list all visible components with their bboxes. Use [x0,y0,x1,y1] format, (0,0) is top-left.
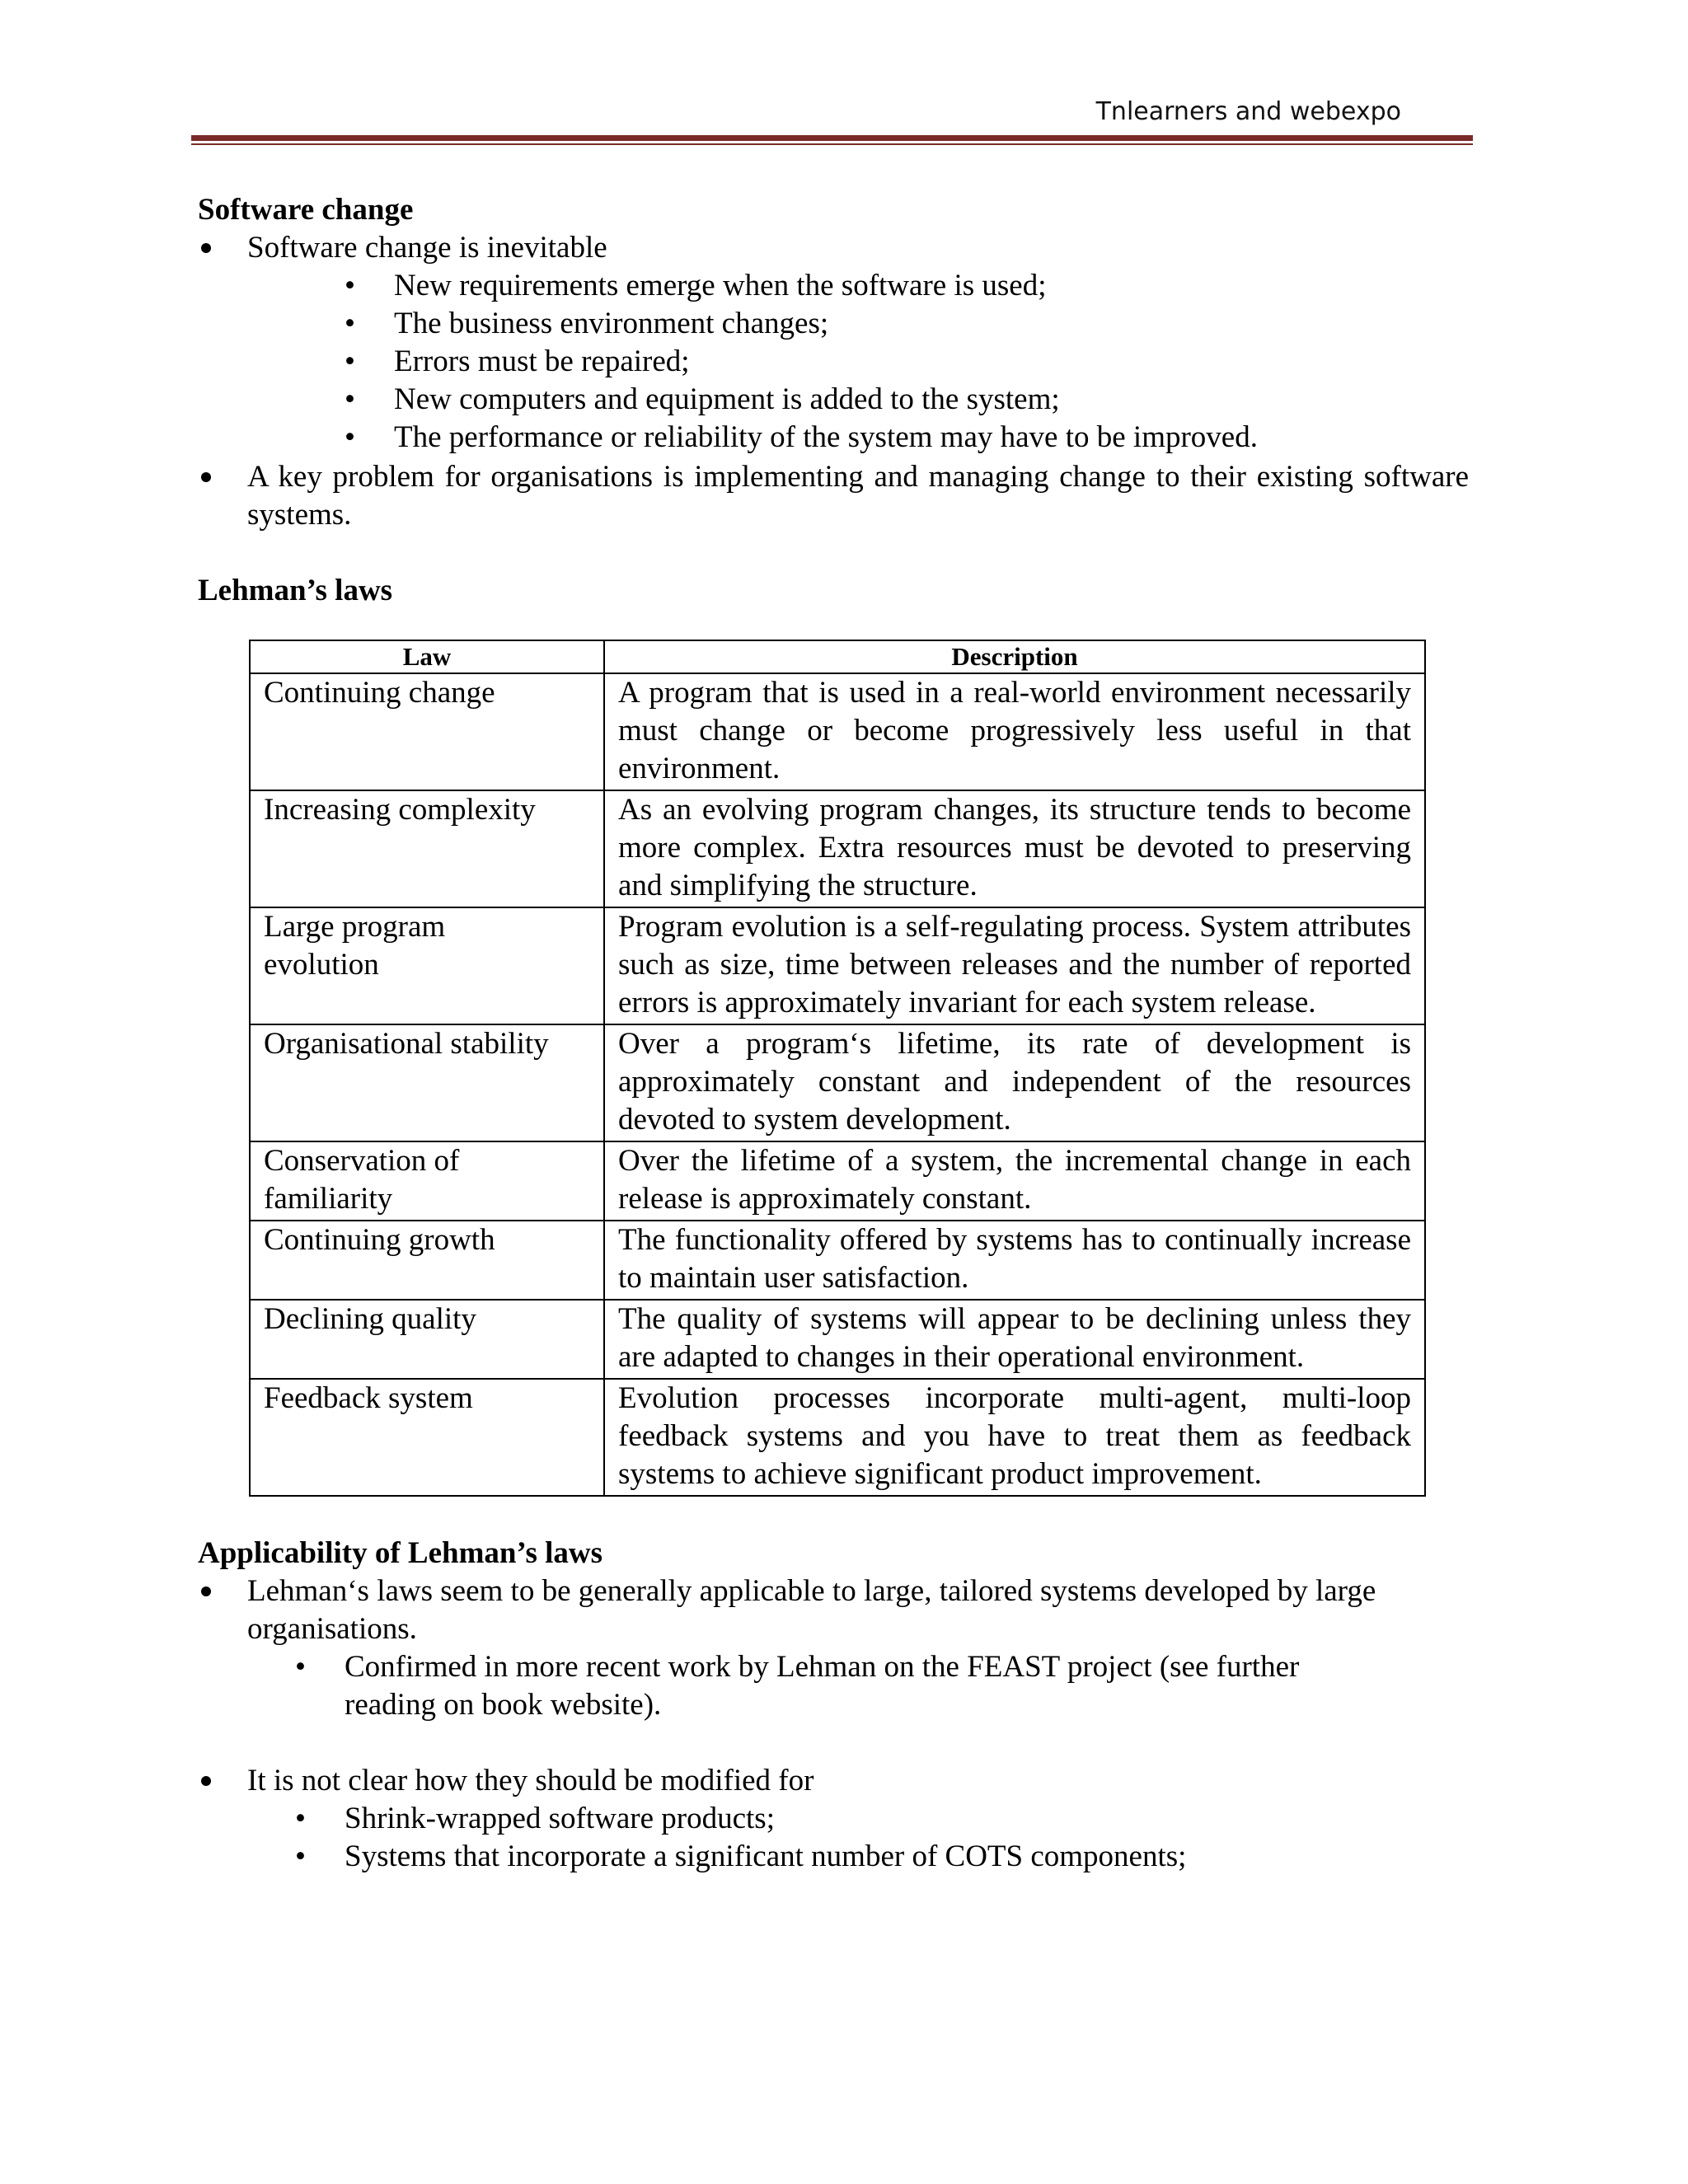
law-cell: Conservation of familiarity [250,1141,604,1221]
bullet-text: It is not clear how they should be modified for [247,1764,814,1797]
sub-bullet-item: • The performance or reliability of the system may have to be improved. [198,419,1469,457]
sub-bullet-item: • Shrink-wrapped software products; [198,1800,1469,1838]
sub-bullet-list [198,1648,1469,1724]
sub-bullet-item: • New requirements emerge when the software is used; [198,267,1469,305]
description-cell: Program evolution is a self-regulating process. System attributes such as size, time between releases and the number of reported errors is approximately invariant for each system release. [604,907,1425,1024]
table-header-row [250,640,1425,673]
sub-bullet-list [198,1800,1469,1876]
column-header-description: Description [604,640,1425,673]
section-heading-lehmans-laws: Lehman’s laws [198,574,393,607]
sub-bullet-item: • Systems that incorporate a significant number of COTS components; [198,1838,1469,1876]
lehmans-laws-table [249,640,1426,1497]
table-row [250,1221,1425,1300]
sub-bullet-item: • The business environment changes; [198,305,1469,343]
description-cell: As an evolving program changes, its structure tends to become more complex. Extra resources must be devoted to preserving and simplifying the structure. [604,790,1425,907]
header-rule [191,135,1473,141]
description-cell: Evolution processes incorporate multi-agent, multi-loop feedback systems and you have to treat them as feedback systems to achieve significant product improvement. [604,1379,1425,1496]
table-row [250,790,1425,907]
bullet-item [198,1762,1469,1876]
description-cell: A program that is used in a real-world environment necessarily must change or become progressively less useful in that environment. [604,673,1425,790]
bullet-item: A key problem for organisations is implementing and managing change to their existing software systems. [198,458,1469,534]
description-cell: The functionality offered by systems has to continually increase to maintain user satisfaction. [604,1221,1425,1300]
bullet-item [198,1572,1469,1724]
law-cell: Increasing complexity [250,790,604,907]
table-row [250,907,1425,1024]
law-cell: Large program evolution [250,907,604,1024]
document-body [198,191,1469,1876]
sub-bullet-item: • Confirmed in more recent work by Lehman on the FEAST project (see further reading on book website). [198,1648,1469,1724]
section-heading-applicability: Applicability of Lehman’s laws [198,1536,603,1570]
bullet-item [198,229,1469,457]
bullet-text: Software change is inevitable [247,231,607,265]
table-row [250,1300,1425,1379]
table-row [250,1024,1425,1141]
law-cell: Continuing growth [250,1221,604,1300]
table-row [250,1379,1425,1496]
bullet-list [198,229,1469,534]
header-rule-thin [191,143,1473,145]
bullet-text: Lehman‘s laws seem to be generally applicable to large, tailored systems developed by large organisations. [247,1574,1376,1646]
sub-bullet-list [198,267,1469,457]
description-cell: The quality of systems will appear to be declining unless they are adapted to changes in their operational environment. [604,1300,1425,1379]
law-cell: Feedback system [250,1379,604,1496]
table-row [250,673,1425,790]
column-header-law: Law [250,640,604,673]
section-heading-software-change: Software change [198,193,414,227]
sub-bullet-item: • New computers and equipment is added to the system; [198,381,1469,419]
table-row [250,1141,1425,1221]
page-header: Tnlearners and webexpo [1095,97,1401,126]
law-cell: Organisational stability [250,1024,604,1141]
description-cell: Over the lifetime of a system, the incremental change in each release is approximately constant. [604,1141,1425,1221]
bullet-list [198,1572,1469,1876]
description-cell: Over a program‘s lifetime, its rate of development is approximately constant and independent of the resources devoted to system development. [604,1024,1425,1141]
law-cell: Continuing change [250,673,604,790]
law-cell: Declining quality [250,1300,604,1379]
sub-bullet-item: • Errors must be repaired; [198,343,1469,381]
